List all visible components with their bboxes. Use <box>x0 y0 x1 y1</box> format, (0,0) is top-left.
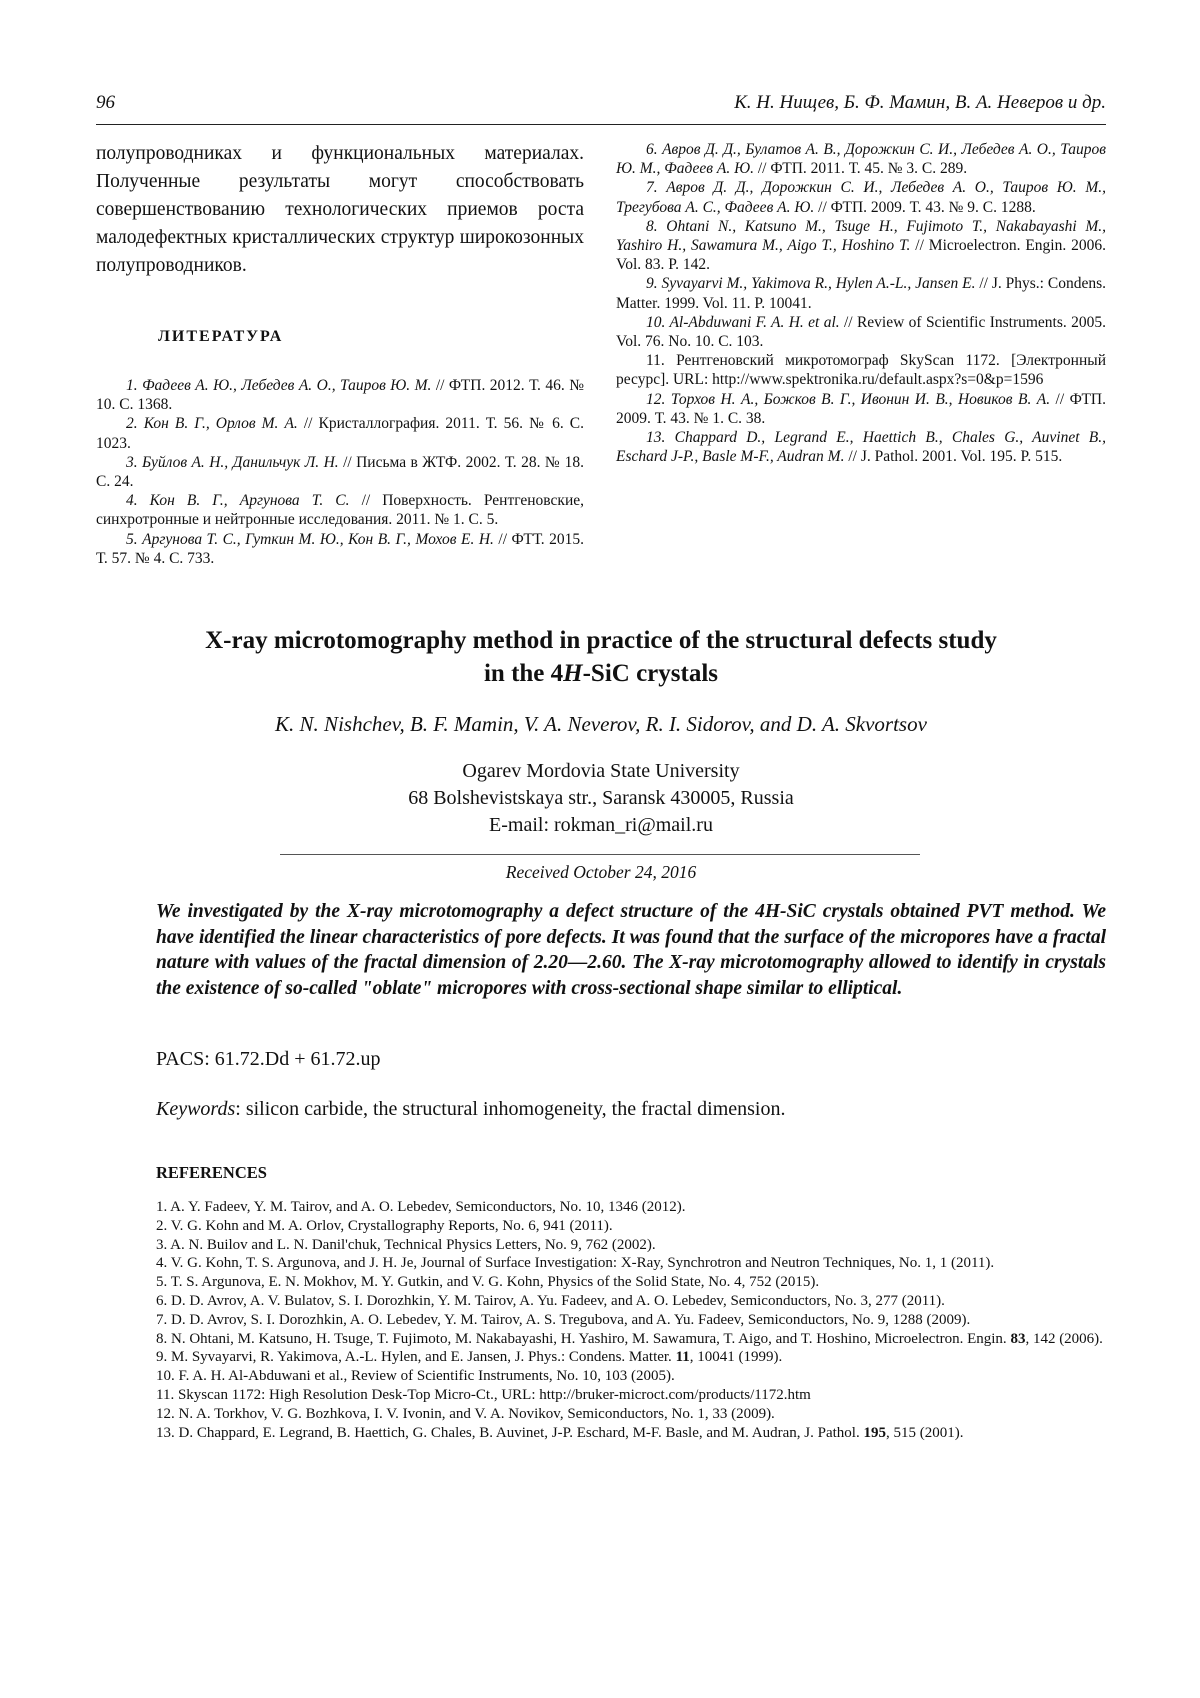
reference-text: 10. F. A. H. Al-Abduwani et al., Review of Scientific Instruments, No. 10, 103 (2005). <box>156 1368 675 1385</box>
address: 68 Bolshevistskaya str., Saransk 430005, Russia <box>408 787 794 809</box>
reference-text: 6. D. D. Avrov, A. V. Bulatov, S. I. Dorozhkin, Y. M. Tairov, A. Yu. Fadeev, and A. O. Lebedev, Semiconductors, No. 3, 277 (2011). <box>156 1292 945 1309</box>
russian-reference <box>616 178 1106 216</box>
title-line-2-pre: in the 4 <box>483 660 564 687</box>
russian-reference <box>96 530 584 568</box>
reference-authors: 1. Фадеев А. Ю., Лебедев А. О., Таиров Ю. М. <box>126 377 432 394</box>
russian-reference <box>96 414 584 452</box>
reference-volume: 195 <box>863 1424 886 1441</box>
page-number: 96 <box>96 92 115 113</box>
reference-text: 2. V. G. Kohn and M. A. Orlov, Crystallography Reports, No. 6, 941 (2011). <box>156 1217 613 1234</box>
page-header <box>96 92 1106 125</box>
title-line-2 <box>96 657 1106 690</box>
reference-authors: 8. Ohtani N., Katsuno M., Tsuge H., Fujimoto T., Nakabayashi M., Yashiro H., Sawamura M., Aigo T., Hoshino T. <box>616 217 1106 255</box>
reference-source: // Письма в ЖТФ. 2002. Т. 28. № 18. С. 24. <box>96 453 584 491</box>
intro-continuation: полупроводниках и функциональных материалах. Полученные результаты могут способствовать совершенствованию технологических приемов роста малодефектных кристаллических структур широкозонных полупроводников. <box>96 143 584 276</box>
russian-reference <box>616 351 1106 389</box>
reference-source: // Кристаллография. 2011. Т. 56. № 6. С. 1023. <box>96 415 585 452</box>
reference-source: 11. Рентгеновский микротомограф SkyScan 1172. [Электронный ресурс]. URL: http://www.spektronika.ru/default.aspx?s=0&p=1596 <box>616 352 1106 389</box>
russian-reference <box>96 376 584 414</box>
reference-source: // ФТТ. 2015. Т. 57. № 4. С. 733. <box>96 530 584 567</box>
reference-volume: 11 <box>675 1349 690 1366</box>
reference-volume: 83 <box>1010 1330 1026 1347</box>
reference-text: , 142 (2006). <box>1025 1330 1103 1347</box>
english-reference <box>156 1292 1106 1311</box>
reference-authors: 4. Кон В. Г., Аргунова Т. С. <box>126 492 350 510</box>
reference-authors: 10. Al-Abduwani F. A. H. et al. <box>646 313 840 331</box>
reference-text: 13. D. Chappard, E. Legrand, B. Haettich, G. Chales, B. Auvinet, J-P. Eschard, M-F. Basle, and M. Audran, J. Pathol. <box>156 1424 864 1441</box>
english-reference <box>156 1367 1106 1386</box>
reference-authors: 6. Авров Д. Д., Булатов А. В., Дорожкин С. И., Лебедев А. О., Таиров Ю. М., Фадеев А. Ю. <box>616 141 1106 178</box>
reference-source: // J. Pathol. 2001. Vol. 195. P. 515. <box>844 448 1063 466</box>
reference-text: , 515 (2001). <box>885 1424 964 1441</box>
literature-heading: ЛИТЕРАТУРА <box>158 328 284 345</box>
russian-reference <box>616 313 1106 351</box>
affiliation <box>96 758 1106 839</box>
russian-reference-list-left <box>96 376 584 568</box>
pacs-codes: PACS: 61.72.Dd + 61.72.up <box>156 1048 381 1070</box>
reference-text: 11. Skyscan 1172: High Resolution Desk-Top Micro-Ct., URL: http://bruker-microct.com/products/1172.htm <box>156 1386 811 1403</box>
reference-text: 8. N. Ohtani, M. Katsuno, H. Tsuge, T. Fujimoto, M. Nakabayashi, H. Yashiro, M. Sawamura, T. Aigo, and T. Hoshino, Microelectron. Engin. <box>156 1330 1011 1347</box>
reference-source: // Review of Scientific Instruments. 2005. Vol. 76. No. 10. C. 103. <box>616 313 1106 351</box>
reference-authors: 13. Chappard D., Legrand E., Haettich B., Chales G., Auvinet B., Eschard J-P., Basle M-F., Audran M. <box>616 429 1106 466</box>
reference-authors: 5. Аргунова Т. С., Гуткин М. Ю., Кон В. Г., Мохов Е. Н. <box>126 530 494 548</box>
russian-reference <box>616 390 1106 428</box>
left-column <box>96 140 584 568</box>
keywords-text: : silicon carbide, the structural inhomogeneity, the fractal dimension. <box>235 1098 786 1120</box>
reference-authors: 9. Syvayarvi M., Yakimova R., Hylen A.-L., Jansen E. <box>646 275 976 293</box>
russian-reference <box>96 453 584 491</box>
english-reference <box>156 1198 1106 1217</box>
english-reference-list <box>156 1198 1106 1442</box>
english-reference <box>156 1254 1106 1273</box>
english-reference <box>156 1217 1106 1236</box>
reference-text: 1. A. Y. Fadeev, Y. M. Tairov, and A. O. Lebedev, Semiconductors, No. 10, 1346 (2012). <box>156 1199 686 1215</box>
reference-text: 5. T. S. Argunova, E. N. Mokhov, M. Y. Gutkin, and V. G. Kohn, Physics of the Solid State, No. 4, 752 (2015). <box>156 1274 820 1291</box>
article-title <box>96 624 1106 690</box>
keywords <box>156 1098 785 1121</box>
russian-reference <box>96 491 584 529</box>
abstract: We investigated by the X-ray microtomography a defect structure of the 4H-SiC crystals obtained PVT method. We have identified the linear characteristics of pore defects. It was found that the surface of the micropores have a fractal nature with values of the fractal dimension of 2.20—2.60. The X-ray microtomography allowed to identify in crystals the existence of so-called "oblate" micropores with cross-sectional shape similar to elliptical. <box>156 901 1106 999</box>
english-reference <box>156 1405 1106 1424</box>
reference-text: 9. M. Syvayarvi, R. Yakimova, A.-L. Hylen, and E. Jansen, J. Phys.: Condens. Matter. <box>156 1349 676 1366</box>
reference-authors: 7. Авров Д. Д., Дорожкин С. И., Лебедев А. О., Таиров Ю. М., Трегубова А. С., Фадеев А. Ю. <box>616 179 1106 216</box>
russian-reference <box>616 428 1106 466</box>
reference-source: // ФТП. 2012. Т. 46. № 10. С. 1368. <box>96 377 584 414</box>
english-reference <box>156 1330 1106 1349</box>
russian-reference <box>616 274 1106 312</box>
reference-source: // Microelectron. Engin. 2006. Vol. 83. P. 142. <box>616 237 1106 274</box>
title-line-2-italic: H <box>563 660 583 687</box>
english-reference <box>156 1273 1106 1292</box>
reference-text: 4. V. G. Kohn, T. S. Argunova, and J. H. Je, Journal of Surface Investigation: X-Ray, Synchrotron and Neutron Techniques, No. 1, 1 (2011). <box>156 1255 995 1272</box>
keywords-label: Keywords <box>156 1098 236 1120</box>
right-column <box>616 140 1106 466</box>
reference-text: 3. A. N. Builov and L. N. Danil'chuk, Technical Physics Letters, No. 9, 762 (2002). <box>156 1236 656 1253</box>
reference-authors: 2. Кон В. Г., Орлов М. А. <box>126 415 298 433</box>
running-head: К. Н. Нищев, Б. Ф. Мамин, В. А. Неверов и др. <box>734 92 1106 113</box>
reference-source: // ФТП. 2011. Т. 45. № 3. С. 289. <box>754 160 968 178</box>
reference-source: // Поверхность. Рентгеновские, синхротронные и нейтронные исследования. 2011. № 1. С. 5. <box>96 492 584 529</box>
reference-text: 12. N. A. Torkhov, V. G. Bozhkova, I. V. Ivonin, and V. A. Novikov, Semiconductors, No. 1, 33 (2009). <box>156 1405 775 1422</box>
reference-source: // ФТП. 2009. Т. 43. № 9. С. 1288. <box>814 198 1036 216</box>
author-list: K. N. Nishchev, B. F. Mamin, V. A. Neverov, R. I. Sidorov, and D. A. Skvortsov <box>275 712 927 736</box>
russian-reference <box>616 140 1106 178</box>
english-reference <box>156 1348 1106 1367</box>
email: E-mail: rokman_ri@mail.ru <box>489 814 713 836</box>
reference-source: // J. Phys.: Condens. Matter. 1999. Vol. 11. P. 10041. <box>616 275 1106 312</box>
reference-text: 7. D. D. Avrov, S. I. Dorozhkin, A. O. Lebedev, Y. M. Tairov, A. S. Tregubova, and A. Yu. Fadeev, Semiconductors, No. 9, 1288 (2009). <box>156 1311 971 1328</box>
english-reference <box>156 1236 1106 1255</box>
received-date: Received October 24, 2016 <box>505 862 697 882</box>
reference-source: // ФТП. 2009. Т. 43. № 1. С. 38. <box>616 390 1106 427</box>
english-reference <box>156 1424 1106 1443</box>
reference-text: , 10041 (1999). <box>689 1349 783 1366</box>
title-line-1: X-ray microtomography method in practice of the structural defects study <box>205 627 997 654</box>
english-reference <box>156 1386 1106 1405</box>
russian-reference <box>616 217 1106 275</box>
journal-page <box>96 0 1106 1698</box>
references-heading: REFERENCES <box>156 1163 267 1182</box>
separator-rule <box>280 854 920 855</box>
title-line-2-post: -SiC crystals <box>582 660 719 687</box>
institution: Ogarev Mordovia State University <box>462 760 740 782</box>
english-reference <box>156 1311 1106 1330</box>
reference-authors: 12. Торхов Н. А., Божков В. Г., Ивонин И. В., Новиков В. А. <box>646 390 1051 408</box>
reference-authors: 3. Буйлов А. Н., Данильчук Л. Н. <box>126 453 339 471</box>
